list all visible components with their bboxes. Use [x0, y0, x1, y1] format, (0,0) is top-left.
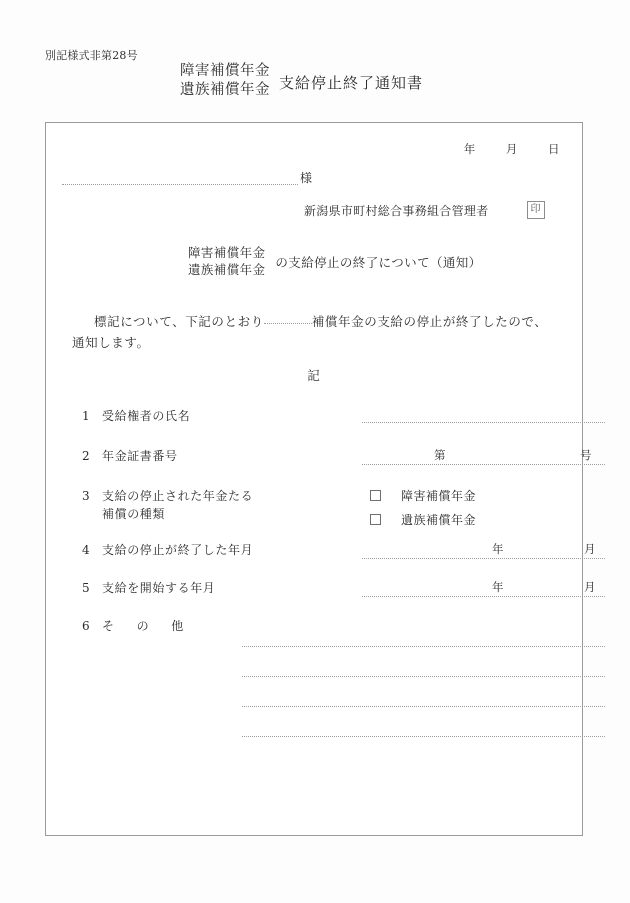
item-row-3 — [82, 487, 568, 527]
body-line-2: 通知します。 — [72, 335, 150, 350]
other-remarks-line-4[interactable] — [242, 707, 605, 737]
body-text-after-blank: 補償年金の支給の停止が終了したので、 — [311, 314, 548, 329]
item-label-6-char-1: そ — [102, 619, 115, 633]
form-code: 別記様式非第28号 — [45, 49, 138, 62]
item-field-4[interactable] — [362, 541, 605, 559]
subject-tail-text: の支給停止の終了について（通知） — [275, 254, 482, 270]
payment-start-month-label: 月 — [584, 580, 596, 594]
compensation-type-checkbox-group — [370, 487, 476, 528]
title-stacked-pair — [180, 62, 270, 100]
item-row-2 — [82, 447, 592, 465]
item-number-4: 4 — [82, 543, 90, 557]
certificate-gou-label: 号 — [580, 448, 592, 462]
date-month-label: 月 — [505, 142, 518, 156]
other-remarks-line-3[interactable] — [242, 677, 605, 707]
item-number-3: 3 — [82, 489, 90, 503]
checkbox-icon-survivor[interactable] — [370, 514, 381, 525]
certificate-dai-label: 第 — [434, 448, 446, 462]
body-line-1 — [72, 311, 552, 332]
date-day-label: 日 — [548, 142, 560, 156]
item-label-3 — [102, 487, 253, 523]
seal-stamp-box: 印 — [527, 201, 545, 219]
date-year-label: 年 — [463, 142, 476, 156]
addressee-line — [62, 171, 312, 185]
item-label-4: 支給の停止が終了した年月 — [102, 543, 254, 557]
checkbox-row-survivor[interactable] — [370, 511, 476, 528]
item-number-6: 6 — [82, 619, 90, 633]
item-label-6-char-3: 他 — [171, 619, 184, 633]
item-field-2[interactable] — [362, 447, 605, 465]
title-stacked-line-2: 遺族補償年金 — [180, 82, 270, 98]
item-row-1 — [82, 407, 568, 425]
item-number-1: 1 — [82, 409, 90, 423]
item-row-4 — [82, 541, 596, 559]
checkbox-row-disability[interactable] — [370, 487, 476, 504]
suspension-end-month-label: 月 — [584, 542, 596, 556]
item-label-1: 受給権者の氏名 — [102, 409, 191, 423]
issuer-line — [304, 201, 545, 219]
item-row-6 — [82, 617, 568, 635]
body-inline-blank[interactable] — [264, 323, 312, 324]
recipient-name-input[interactable] — [362, 407, 605, 423]
item-row-5 — [82, 579, 596, 597]
other-remarks-field[interactable] — [242, 617, 605, 737]
date-line — [464, 141, 560, 157]
subject-stacked-pair — [188, 244, 265, 278]
form-frame — [45, 122, 596, 836]
other-remarks-line-1[interactable] — [242, 617, 605, 647]
item-number-2: 2 — [82, 449, 90, 463]
other-remarks-line-2[interactable] — [242, 647, 605, 677]
pension-certificate-number-input[interactable] — [362, 447, 605, 465]
addressee-honorific: 様 — [299, 171, 312, 185]
checkbox-icon-disability[interactable] — [370, 490, 381, 501]
item-label-6 — [102, 617, 184, 635]
issuer-name: 新潟県市町村総合事務組合管理者 — [304, 203, 489, 218]
item-label-2: 年金証書番号 — [102, 449, 178, 463]
item-label-5: 支給を開始する年月 — [102, 581, 216, 595]
subject-stacked-line-1: 障害補償年金 — [188, 245, 266, 260]
suspension-end-year-label: 年 — [492, 542, 504, 556]
subject-stacked-line-2: 遺族補償年金 — [188, 262, 266, 277]
title-main-text: 支給停止終了通知書 — [279, 73, 424, 92]
checkbox-label-survivor: 遺族補償年金 — [401, 513, 477, 527]
item-field-5[interactable] — [362, 579, 605, 597]
body-text-before-blank: 標記について、下記のとおり — [94, 314, 264, 329]
subject-line — [188, 244, 482, 278]
checkbox-label-disability: 障害補償年金 — [401, 489, 477, 503]
payment-start-year-label: 年 — [492, 580, 504, 594]
ki-heading: 記 — [307, 368, 321, 383]
item-label-3-line-1: 支給の停止された年金たる — [102, 489, 254, 503]
body-paragraph — [72, 311, 552, 353]
document-title — [180, 62, 423, 100]
item-label-3-line-2: 補償の種類 — [102, 507, 166, 521]
suspension-end-date-input[interactable] — [362, 541, 605, 559]
payment-start-date-input[interactable] — [362, 579, 605, 597]
title-stacked-line-1: 障害補償年金 — [180, 63, 270, 79]
item-field-1[interactable] — [362, 407, 605, 423]
item-label-6-char-2: の — [136, 619, 150, 633]
item-number-5: 5 — [82, 581, 90, 595]
addressee-input[interactable] — [62, 171, 298, 185]
